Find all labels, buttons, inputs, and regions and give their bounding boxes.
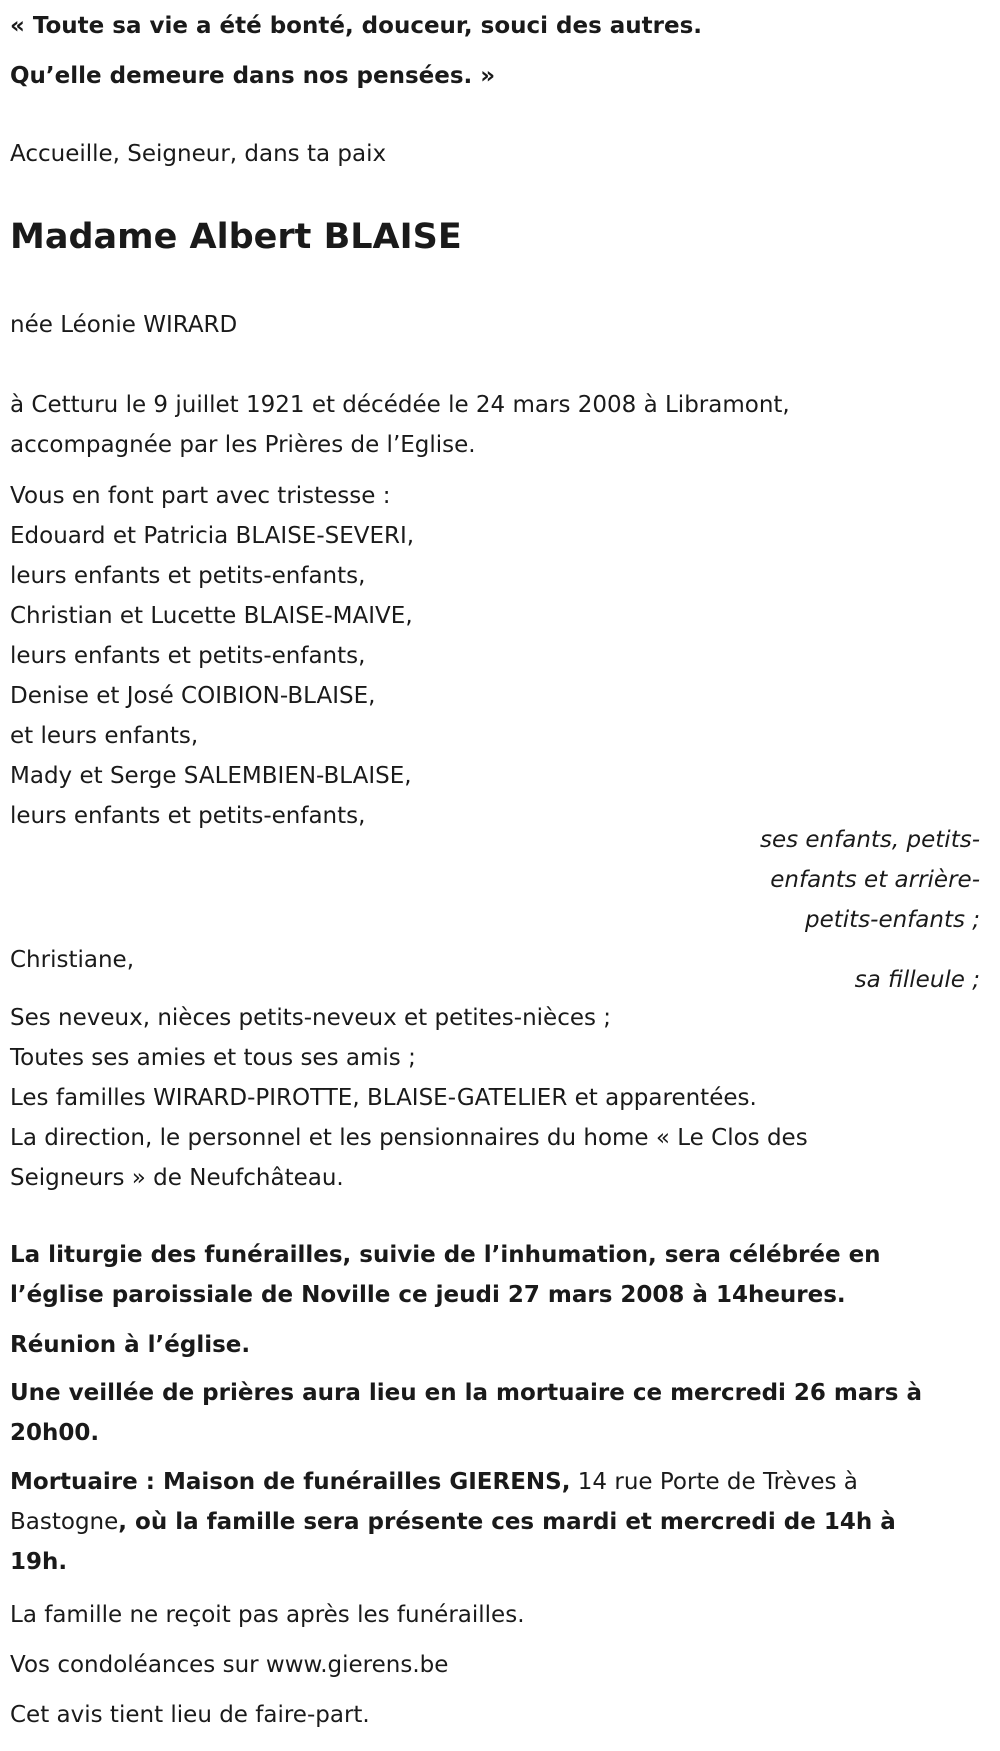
- family-line: leurs enfants et petits-enfants,: [10, 643, 366, 669]
- born-name: née Léonie WIRARD: [10, 312, 238, 338]
- christiane-line: Christiane,: [10, 947, 135, 973]
- relatives-line: Ses neveux, nièces petits-neveux et petites-nièces ;: [10, 1005, 612, 1031]
- filleule-note: sa filleule ;: [854, 967, 980, 993]
- liturgy-paragraph: [10, 1235, 881, 1315]
- quote-line-2: Qu’elle demeure dans nos pensées. »: [10, 63, 496, 89]
- no-reception-line: La famille ne reçoit pas après les funérailles.: [10, 1602, 525, 1628]
- relatives-line: Les familles WIRARD-PIROTTE, BLAISE-GATELIER et apparentées.: [10, 1085, 757, 1111]
- deceased-name: Madame Albert BLAISE: [10, 217, 462, 257]
- mortuary-name: Mortuaire : Maison de funérailles GIERENS,: [10, 1469, 571, 1495]
- mortuary-paragraph: [10, 1462, 896, 1582]
- mortuary-line-2: [10, 1502, 896, 1542]
- vigil-paragraph: [10, 1373, 922, 1453]
- prayer-line: Accueille, Seigneur, dans ta paix: [10, 141, 387, 167]
- liturgy-line-2: l’église paroissiale de Noville ce jeudi 27 mars 2008 à 14heures.: [10, 1282, 846, 1308]
- children-note-line-2: enfants et arrière-: [770, 867, 980, 893]
- mortuary-line-3: 19h.: [10, 1549, 68, 1575]
- mortuary-city: Bastogne: [10, 1509, 119, 1535]
- family-line: leurs enfants et petits-enfants,: [10, 803, 366, 829]
- mortuary-address: 14 rue Porte de Trèves à: [570, 1469, 858, 1495]
- reunion-line: Réunion à l’église.: [10, 1332, 251, 1358]
- mortuary-line-1: [10, 1462, 896, 1502]
- family-line: leurs enfants et petits-enfants,: [10, 563, 366, 589]
- other-relatives: [10, 998, 808, 1198]
- children-note: [720, 820, 980, 940]
- family-line: Edouard et Patricia BLAISE-SEVERI,: [10, 523, 415, 549]
- birth-death-line-2: accompagnée par les Prières de l’Eglise.: [10, 432, 476, 458]
- vigil-line-2: 20h00.: [10, 1420, 100, 1446]
- family-line: Christian et Lucette BLAISE-MAIVE,: [10, 603, 413, 629]
- family-line: Mady et Serge SALEMBIEN-BLAISE,: [10, 763, 412, 789]
- children-note-line-1: ses enfants, petits-: [759, 827, 980, 853]
- children-note-line-3: petits-enfants ;: [804, 907, 980, 933]
- notice-line: Cet avis tient lieu de faire-part.: [10, 1702, 370, 1728]
- family-intro: Vous en font part avec tristesse :: [10, 483, 391, 509]
- vigil-line-1: Une veillée de prières aura lieu en la mortuaire ce mercredi 26 mars à: [10, 1380, 922, 1406]
- liturgy-line-1: La liturgie des funérailles, suivie de l’inhumation, sera célébrée en: [10, 1242, 881, 1268]
- family-list: [10, 476, 414, 836]
- birth-death-line-1: à Cetturu le 9 juillet 1921 et décédée le 24 mars 2008 à Libramont,: [10, 392, 790, 418]
- relatives-line: Seigneurs » de Neufchâteau.: [10, 1165, 344, 1191]
- relatives-line: Toutes ses amies et tous ses amis ;: [10, 1045, 416, 1071]
- family-line: Denise et José COIBION-BLAISE,: [10, 683, 376, 709]
- condolences-line: Vos condoléances sur www.gierens.be: [10, 1652, 449, 1678]
- family-line: et leurs enfants,: [10, 723, 199, 749]
- quote-line-1: « Toute sa vie a été bonté, douceur, souci des autres.: [10, 13, 703, 39]
- mortuary-presence: , où la famille sera présente ces mardi et mercredi de 14h à: [118, 1509, 896, 1535]
- relatives-line: La direction, le personnel et les pensionnaires du home « Le Clos des: [10, 1125, 808, 1151]
